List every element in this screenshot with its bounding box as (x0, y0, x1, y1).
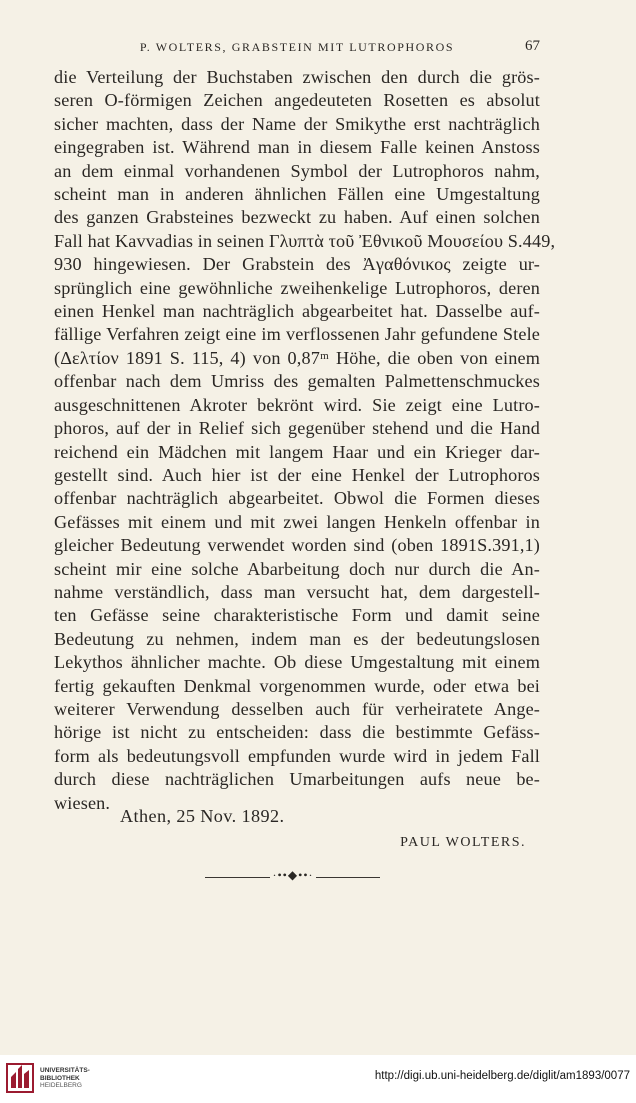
text-line: durch diese nachträglichen Umarbeitungen aufs neue be- (54, 769, 540, 790)
running-title: P. WOLTERS, GRABSTEIN MIT LUTROPHOROS (139, 40, 455, 54)
text-line: gestellt sind. Auch hier ist der eine Henkel der Lutrophoros (54, 464, 540, 485)
text-line: form als bedeutungsvoll empfunden wurde wird in jedem Fall (54, 745, 540, 766)
text-line: (Δελτίον 1891 S. 115, 4) von 0,87ᵐ Höhe, die oben von einem (54, 347, 540, 368)
text-line: ten Gefässe seine charakteristische Form und damit seine (54, 605, 540, 626)
text-line: Gefässes mit einem und mit zwei langen Henkeln offenbar in (54, 511, 540, 532)
text-line: ausgeschnittenen Akroter bekrönt wird. Sie zeigt eine Lutro- (54, 394, 540, 415)
library-name (40, 1067, 90, 1090)
text-line: scheint mir eine solche Abarbeitung doch nur durch die An- (54, 558, 540, 579)
dateline: Athen, 25 Nov. 1892. (120, 806, 285, 826)
text-line: sicher machten, dass der Name der Smikythe erst nachträglich (54, 113, 540, 134)
page-number: 67 (525, 38, 540, 54)
text-line: gleicher Bedeutung verwendet worden sind (oben 1891S.391,1) (54, 535, 540, 556)
text-line: einen Henkel man nachträglich abgearbeitet hat. Dasselbe auf- (54, 301, 540, 322)
text-line: reichend ein Mädchen mit langem Haar und ein Krieger dar- (54, 441, 540, 462)
text-line: Bedeutung zu nehmen, indem man es der bedeutungslosen (54, 628, 540, 649)
footer-bar (0, 1055, 636, 1103)
text-line: an dem einmal vorhandenen Symbol der Lutrophoros nahm, (54, 160, 540, 181)
text-line: 930 hingewiesen. Der Grabstein des Ἀγαθόνικος zeigte ur- (54, 254, 540, 275)
text-line: weiterer Verwendung desselben auch für verheiratete Ange- (54, 698, 540, 719)
text-line: des ganzen Grabsteines bezweckt zu haben. Auf einen solchen (54, 207, 540, 228)
author-signature: PAUL WOLTERS. (400, 835, 526, 850)
text-line: nahme verständlich, dass man versucht hat, dem dargestell- (54, 581, 540, 602)
text-line: Fall hat Kavvadias in seinen Γλυπτὰ τοῦ Ἐθνικοῦ Μουσείου S.449, (54, 230, 556, 251)
text-line: eingegraben ist. Während man in diesem Falle keinen Anstoss (54, 137, 540, 158)
text-line: sprünglich eine gewöhnliche zweihenkelige Lutrophoros, deren (54, 277, 540, 298)
text-line: fällige Verfahren zeigt eine im verflossenen Jahr gefundene Stele (54, 324, 540, 345)
source-url-link[interactable]: http://digi.ub.uni-heidelberg.de/diglit/am1893/0077 (374, 1070, 630, 1082)
text-line: Lekythos ähnlicher machte. Ob diese Umgestaltung mit einem (54, 652, 540, 673)
library-logo-icon (6, 1063, 34, 1093)
text-line: offenbar nach dem Umriss des gemalten Palmettenschmuckes (54, 371, 540, 392)
text-line: seren O-förmigen Zeichen angedeuteten Rosetten es absolut (54, 90, 540, 111)
text-line: wiesen. (54, 792, 111, 813)
text-line: offenbar nachträglich abgearbeitet. Obwol die Formen dieses (54, 488, 540, 509)
text-line: fertig gekauften Denkmal vorgenommen wurde, oder etwa bei (54, 675, 540, 696)
library-name-line: HEIDELBERG (40, 1082, 82, 1089)
ornament-glyph: ·••◆••· (270, 868, 316, 883)
library-name-line: BIBLIOTHEK (40, 1074, 80, 1082)
text-line: scheint man in anderen ähnlichen Fällen eine Umgestaltung (54, 184, 540, 205)
library-name-line: UNIVERSITÄTS- (40, 1067, 90, 1074)
text-line: die Verteilung der Buchstaben zwischen den durch die grös- (54, 67, 540, 87)
text-line: hörige ist nicht zu entscheiden: dass die bestimmte Gefäss- (54, 722, 540, 743)
text-line: phoros, auf der in Relief sich gegenüber stehend und die Hand (54, 418, 540, 439)
body-paragraph (54, 66, 556, 815)
